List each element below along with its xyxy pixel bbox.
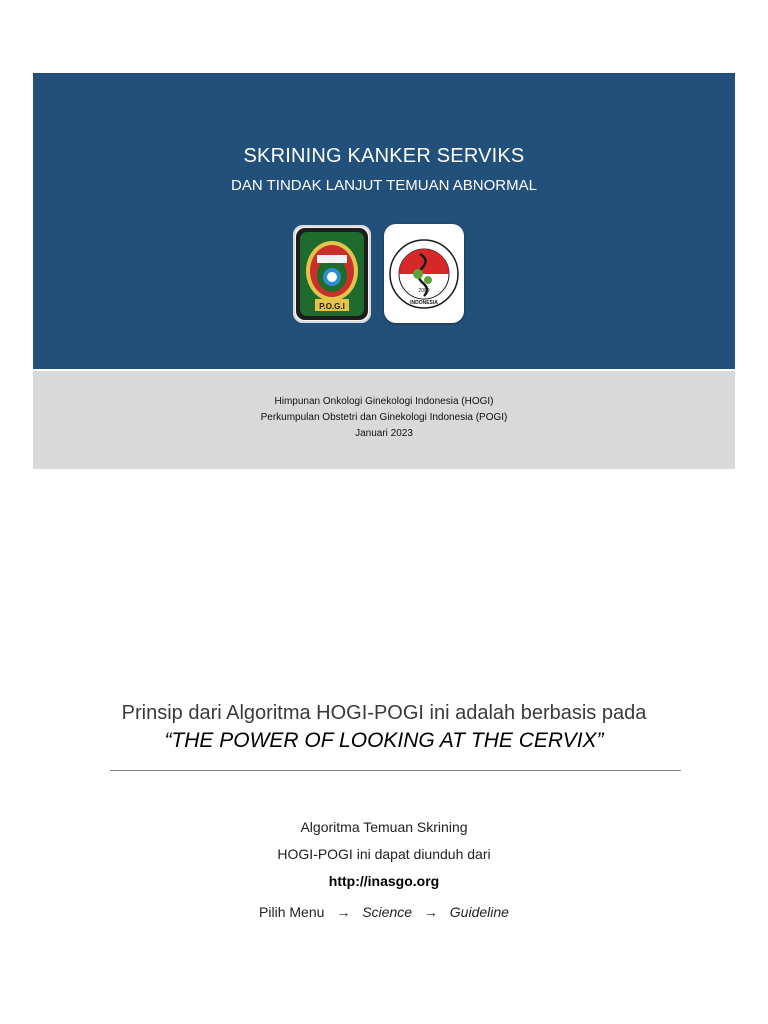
org-hogi: Himpunan Onkologi Ginekologi Indonesia (HOGI) [274,396,494,407]
hogi-logo-bottom-text: INDONESIA [410,300,438,306]
section-divider [110,770,681,771]
download-line-1: Algoritma Temuan Skrining [300,819,468,835]
menu-path [0,904,768,920]
page-subtitle: DAN TINDAK LANJUT TEMUAN ABNORMAL [231,177,537,194]
pogi-logo-label: P.O.G.I [319,302,345,311]
download-url-link[interactable]: http://inasgo.org [328,873,440,889]
principle-quote: “THE POWER OF LOOKING AT THE CERVIX” [164,729,604,752]
menu-prefix: Pilih Menu [259,904,325,920]
organizations-band [33,371,735,469]
principle-intro: Prinsip dari Algoritma HOGI-POGI ini adalah berbasis pada [121,702,647,724]
hogi-logo [384,224,464,323]
title-banner [33,73,735,369]
publication-date: Januari 2023 [355,428,413,439]
menu-science: Science [362,904,413,920]
download-line-2: HOGI-POGI ini dapat diunduh dari [277,846,491,862]
right-arrow-icon: → [336,904,351,920]
page-title: SKRINING KANKER SERVIKS [243,145,525,167]
hogi-logo-year: 2000 [418,288,430,294]
org-pogi: Perkumpulan Obstetri dan Ginekologi Indonesia (POGI) [260,412,508,423]
pogi-logo [293,225,371,323]
right-arrow-icon: → [423,904,438,920]
menu-guideline: Guideline [449,904,509,920]
